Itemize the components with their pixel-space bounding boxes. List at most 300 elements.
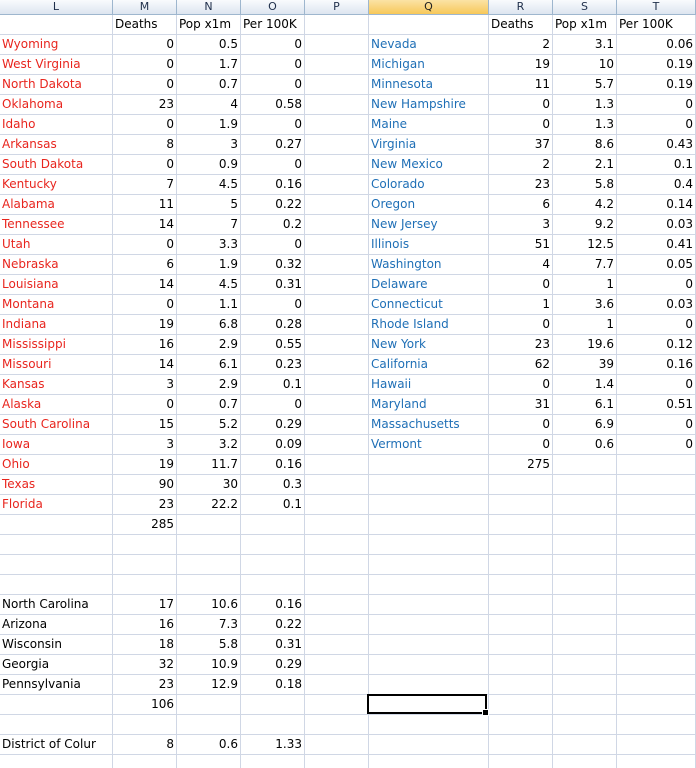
cell-value[interactable]: 0.1 [241, 375, 305, 395]
empty-cell[interactable] [305, 375, 369, 395]
cell-value[interactable]: 0 [489, 315, 553, 335]
empty-cell[interactable] [553, 515, 617, 535]
cell-value[interactable]: 14 [113, 215, 177, 235]
cell-value[interactable]: 9.2 [553, 215, 617, 235]
cell-value[interactable]: 3.3 [177, 235, 241, 255]
cell-value[interactable]: 0 [617, 275, 696, 295]
cell-value[interactable]: 11 [489, 75, 553, 95]
cell-value[interactable]: 4.2 [553, 195, 617, 215]
cell-value[interactable]: 16 [113, 335, 177, 355]
cell-value[interactable]: 23 [113, 95, 177, 115]
empty-cell[interactable] [241, 515, 305, 535]
empty-cell[interactable] [553, 635, 617, 655]
state-name[interactable]: Georgia [0, 655, 113, 675]
cell-value[interactable]: 0 [241, 295, 305, 315]
empty-cell[interactable] [177, 515, 241, 535]
cell-value[interactable]: 0 [113, 55, 177, 75]
state-name[interactable]: Idaho [0, 115, 113, 135]
empty-cell[interactable] [369, 555, 489, 575]
empty-cell[interactable] [553, 475, 617, 495]
cell-value[interactable]: 0.31 [241, 275, 305, 295]
empty-cell[interactable] [489, 475, 553, 495]
cell-value[interactable]: 0.1 [617, 155, 696, 175]
empty-cell[interactable] [305, 155, 369, 175]
cell-value[interactable]: 0.9 [177, 155, 241, 175]
empty-cell[interactable] [305, 75, 369, 95]
empty-cell[interactable] [617, 575, 696, 595]
empty-cell[interactable] [617, 615, 696, 635]
right-total[interactable]: 275 [489, 455, 553, 475]
cell-value[interactable]: 3.6 [553, 295, 617, 315]
cell-value[interactable]: 0.43 [617, 135, 696, 155]
cell-value[interactable]: 0.09 [241, 435, 305, 455]
cell-value[interactable]: 7.3 [177, 615, 241, 635]
empty-cell[interactable] [489, 535, 553, 555]
empty-cell[interactable] [489, 715, 553, 735]
cell-value[interactable]: 4 [177, 95, 241, 115]
empty-cell[interactable] [553, 695, 617, 715]
cell-value[interactable]: 0.03 [617, 295, 696, 315]
empty-cell[interactable] [0, 755, 113, 768]
cell-value[interactable]: 5.8 [553, 175, 617, 195]
state-name[interactable]: Kentucky [0, 175, 113, 195]
column-header-o[interactable]: O [241, 0, 305, 15]
cell-value[interactable]: 1.4 [553, 375, 617, 395]
cell-value[interactable]: 19.6 [553, 335, 617, 355]
cell-value[interactable]: Deaths [489, 15, 553, 35]
cell-value[interactable]: 0.18 [241, 675, 305, 695]
cell-value[interactable]: 0 [241, 55, 305, 75]
empty-cell[interactable] [305, 355, 369, 375]
cell-value[interactable]: 0.29 [241, 415, 305, 435]
empty-cell[interactable] [177, 695, 241, 715]
empty-cell[interactable] [305, 295, 369, 315]
state-name[interactable]: Massachusetts [369, 415, 489, 435]
cell-value[interactable]: 3 [177, 135, 241, 155]
cell-value[interactable]: 0 [241, 235, 305, 255]
state-name[interactable]: Wisconsin [0, 635, 113, 655]
cell-value[interactable]: 0.41 [617, 235, 696, 255]
empty-cell[interactable] [305, 95, 369, 115]
cell-value[interactable]: 0 [617, 315, 696, 335]
cell-value[interactable]: 0 [489, 375, 553, 395]
empty-cell[interactable] [369, 715, 489, 735]
empty-cell[interactable] [369, 455, 489, 475]
empty-cell[interactable] [489, 495, 553, 515]
cell-value[interactable]: 5.2 [177, 415, 241, 435]
cell-value[interactable]: 0.51 [617, 395, 696, 415]
empty-cell[interactable] [305, 115, 369, 135]
empty-cell[interactable] [305, 235, 369, 255]
cell-value[interactable]: 0.29 [241, 655, 305, 675]
cell-value[interactable]: 19 [489, 55, 553, 75]
column-header-r[interactable]: R [489, 0, 553, 15]
cell-value[interactable]: 5 [177, 195, 241, 215]
cell-value[interactable]: 1 [553, 315, 617, 335]
empty-cell[interactable] [553, 755, 617, 768]
cell-value[interactable]: 2.9 [177, 335, 241, 355]
cell-value[interactable]: Per 100K [241, 15, 305, 35]
empty-cell[interactable] [305, 595, 369, 615]
empty-cell[interactable] [617, 715, 696, 735]
empty-cell[interactable] [617, 675, 696, 695]
cell-value[interactable]: 19 [113, 455, 177, 475]
empty-cell[interactable] [553, 495, 617, 515]
empty-cell[interactable] [177, 535, 241, 555]
cell-value[interactable]: 1.7 [177, 55, 241, 75]
cell-value[interactable]: 2.9 [177, 375, 241, 395]
state-name[interactable]: Alaska [0, 395, 113, 415]
cell-value[interactable]: 0.31 [241, 635, 305, 655]
state-name[interactable]: California [369, 355, 489, 375]
state-name[interactable]: North Carolina [0, 595, 113, 615]
state-name[interactable]: Minnesota [369, 75, 489, 95]
empty-cell[interactable] [0, 15, 113, 35]
cell-value[interactable]: 0.7 [177, 395, 241, 415]
empty-cell[interactable] [305, 615, 369, 635]
empty-cell[interactable] [0, 715, 113, 735]
empty-cell[interactable] [113, 755, 177, 768]
state-name[interactable]: Michigan [369, 55, 489, 75]
empty-cell[interactable] [305, 175, 369, 195]
cell-value[interactable]: 0 [617, 115, 696, 135]
empty-cell[interactable] [305, 675, 369, 695]
empty-cell[interactable] [241, 695, 305, 715]
state-name[interactable]: Virginia [369, 135, 489, 155]
cell-value[interactable]: 62 [489, 355, 553, 375]
cell-value[interactable]: 14 [113, 355, 177, 375]
state-name[interactable]: Maine [369, 115, 489, 135]
empty-cell[interactable] [241, 535, 305, 555]
cell-value[interactable]: 7 [113, 175, 177, 195]
cell-value[interactable]: 1 [553, 275, 617, 295]
cell-value[interactable]: 0 [113, 295, 177, 315]
cell-value[interactable]: 0 [113, 35, 177, 55]
cell-value[interactable]: 2.1 [553, 155, 617, 175]
cell-value[interactable]: 0 [489, 415, 553, 435]
state-name[interactable]: Ohio [0, 455, 113, 475]
cell-value[interactable]: 39 [553, 355, 617, 375]
empty-cell[interactable] [617, 655, 696, 675]
cell-value[interactable]: 3.1 [553, 35, 617, 55]
cell-value[interactable]: 0 [617, 435, 696, 455]
cell-value[interactable]: 23 [113, 675, 177, 695]
cell-value[interactable]: 0 [241, 115, 305, 135]
column-header-s[interactable]: S [553, 0, 617, 15]
state-name[interactable]: Mississippi [0, 335, 113, 355]
empty-cell[interactable] [0, 515, 113, 535]
state-name[interactable]: Texas [0, 475, 113, 495]
cell-value[interactable]: 8 [113, 135, 177, 155]
empty-cell[interactable] [553, 715, 617, 735]
empty-cell[interactable] [305, 575, 369, 595]
cell-value[interactable]: 0.19 [617, 75, 696, 95]
empty-cell[interactable] [617, 535, 696, 555]
empty-cell[interactable] [617, 455, 696, 475]
state-name[interactable]: Illinois [369, 235, 489, 255]
cell-value[interactable]: 6.1 [553, 395, 617, 415]
cell-value[interactable]: Pop x1m [553, 15, 617, 35]
cell-value[interactable]: 6 [489, 195, 553, 215]
cell-value[interactable]: 17 [113, 595, 177, 615]
cell-value[interactable]: 0 [241, 395, 305, 415]
cell-value[interactable]: 0.2 [241, 215, 305, 235]
empty-cell[interactable] [617, 755, 696, 768]
state-name[interactable]: New Mexico [369, 155, 489, 175]
empty-cell[interactable] [369, 15, 489, 35]
empty-cell[interactable] [553, 595, 617, 615]
cell-value[interactable]: 1.33 [241, 735, 305, 755]
cell-value[interactable]: 51 [489, 235, 553, 255]
cell-value[interactable]: 0 [617, 415, 696, 435]
cell-value[interactable]: 10.9 [177, 655, 241, 675]
empty-cell[interactable] [0, 555, 113, 575]
empty-cell[interactable] [369, 615, 489, 635]
empty-cell[interactable] [553, 575, 617, 595]
cell-value[interactable]: 0 [113, 235, 177, 255]
cell-value[interactable]: 1.9 [177, 115, 241, 135]
cell-value[interactable]: 11 [113, 195, 177, 215]
column-header-p[interactable]: P [305, 0, 369, 15]
empty-cell[interactable] [305, 515, 369, 535]
cell-value[interactable]: 0 [617, 95, 696, 115]
empty-cell[interactable] [617, 635, 696, 655]
state-name[interactable]: New Hampshire [369, 95, 489, 115]
cell-value[interactable]: 0.16 [241, 175, 305, 195]
state-name[interactable]: Hawaii [369, 375, 489, 395]
state-name[interactable]: Washington [369, 255, 489, 275]
cell-value[interactable]: 0.58 [241, 95, 305, 115]
state-name[interactable]: District of Colur [0, 735, 113, 755]
cell-value[interactable]: 0.12 [617, 335, 696, 355]
empty-cell[interactable] [113, 555, 177, 575]
cell-value[interactable]: 8 [113, 735, 177, 755]
empty-cell[interactable] [617, 495, 696, 515]
state-name[interactable]: Oregon [369, 195, 489, 215]
empty-cell[interactable] [369, 575, 489, 595]
state-name[interactable]: Vermont [369, 435, 489, 455]
state-name[interactable]: Florida [0, 495, 113, 515]
cell-value[interactable]: 3 [113, 435, 177, 455]
cell-value[interactable]: 7.7 [553, 255, 617, 275]
cell-value[interactable]: 5.8 [177, 635, 241, 655]
empty-cell[interactable] [113, 715, 177, 735]
cell-value[interactable]: 6.9 [553, 415, 617, 435]
state-name[interactable]: New York [369, 335, 489, 355]
cell-value[interactable]: 0.28 [241, 315, 305, 335]
cell-value[interactable]: 23 [489, 175, 553, 195]
empty-cell[interactable] [553, 655, 617, 675]
empty-cell[interactable] [305, 255, 369, 275]
state-name[interactable]: Arkansas [0, 135, 113, 155]
cell-value[interactable]: 2 [489, 155, 553, 175]
state-name[interactable]: Montana [0, 295, 113, 315]
empty-cell[interactable] [369, 495, 489, 515]
cell-value[interactable]: 0.23 [241, 355, 305, 375]
empty-cell[interactable] [489, 675, 553, 695]
state-name[interactable]: West Virginia [0, 55, 113, 75]
empty-cell[interactable] [305, 455, 369, 475]
empty-cell[interactable] [553, 555, 617, 575]
empty-cell[interactable] [369, 755, 489, 768]
cell-value[interactable]: 5.7 [553, 75, 617, 95]
empty-cell[interactable] [305, 555, 369, 575]
cell-value[interactable]: 22.2 [177, 495, 241, 515]
empty-cell[interactable] [177, 575, 241, 595]
cell-value[interactable]: 1.3 [553, 115, 617, 135]
cell-value[interactable]: 1 [489, 295, 553, 315]
cell-value[interactable]: 0.27 [241, 135, 305, 155]
empty-cell[interactable] [305, 735, 369, 755]
empty-cell[interactable] [489, 555, 553, 575]
cell-value[interactable]: 0.14 [617, 195, 696, 215]
empty-cell[interactable] [177, 755, 241, 768]
empty-cell[interactable] [305, 495, 369, 515]
cell-value[interactable]: 6 [113, 255, 177, 275]
empty-cell[interactable] [305, 715, 369, 735]
cell-value[interactable]: 0 [489, 95, 553, 115]
empty-cell[interactable] [489, 655, 553, 675]
empty-cell[interactable] [305, 315, 369, 335]
cell-value[interactable]: 0 [241, 75, 305, 95]
empty-cell[interactable] [489, 575, 553, 595]
cell-value[interactable]: 0 [489, 435, 553, 455]
state-name[interactable]: Wyoming [0, 35, 113, 55]
empty-cell[interactable] [489, 735, 553, 755]
empty-cell[interactable] [369, 535, 489, 555]
cell-value[interactable]: 6.8 [177, 315, 241, 335]
state-name[interactable]: Alabama [0, 195, 113, 215]
empty-cell[interactable] [305, 755, 369, 768]
column-header-n[interactable]: N [177, 0, 241, 15]
cell-value[interactable]: 4.5 [177, 175, 241, 195]
cell-value[interactable]: 0.05 [617, 255, 696, 275]
empty-cell[interactable] [177, 715, 241, 735]
empty-cell[interactable] [177, 555, 241, 575]
state-name[interactable]: Delaware [369, 275, 489, 295]
empty-cell[interactable] [305, 215, 369, 235]
cell-value[interactable]: 10 [553, 55, 617, 75]
cell-value[interactable]: 0.55 [241, 335, 305, 355]
cell-value[interactable]: 0.06 [617, 35, 696, 55]
empty-cell[interactable] [305, 35, 369, 55]
cell-value[interactable]: 0.22 [241, 195, 305, 215]
state-name[interactable]: Maryland [369, 395, 489, 415]
cell-value[interactable]: 32 [113, 655, 177, 675]
cell-value[interactable]: 0.16 [241, 595, 305, 615]
cell-value[interactable]: 0 [113, 155, 177, 175]
state-name[interactable]: Oklahoma [0, 95, 113, 115]
empty-cell[interactable] [241, 575, 305, 595]
empty-cell[interactable] [0, 535, 113, 555]
cell-value[interactable]: 0.3 [241, 475, 305, 495]
state-name[interactable]: Rhode Island [369, 315, 489, 335]
state-name[interactable]: South Carolina [0, 415, 113, 435]
cell-value[interactable]: 0.03 [617, 215, 696, 235]
cell-value[interactable]: 0 [489, 275, 553, 295]
empty-cell[interactable] [553, 535, 617, 555]
cell-value[interactable]: 12.9 [177, 675, 241, 695]
empty-cell[interactable] [369, 635, 489, 655]
cell-value[interactable]: 0.19 [617, 55, 696, 75]
cell-grid[interactable] [0, 15, 696, 768]
column-header-q[interactable]: Q [369, 0, 489, 15]
cell-value[interactable]: 3 [489, 215, 553, 235]
cell-value[interactable]: 4.5 [177, 275, 241, 295]
empty-cell[interactable] [553, 675, 617, 695]
cell-value[interactable]: 90 [113, 475, 177, 495]
cell-value[interactable]: 37 [489, 135, 553, 155]
empty-cell[interactable] [369, 735, 489, 755]
cell-value[interactable]: 0 [113, 115, 177, 135]
empty-cell[interactable] [617, 735, 696, 755]
cell-value[interactable]: 0.4 [617, 175, 696, 195]
empty-cell[interactable] [305, 695, 369, 715]
state-name[interactable]: Utah [0, 235, 113, 255]
state-name[interactable]: Arizona [0, 615, 113, 635]
empty-cell[interactable] [369, 655, 489, 675]
swing-total[interactable]: 106 [113, 695, 177, 715]
empty-cell[interactable] [113, 575, 177, 595]
cell-value[interactable]: 0 [113, 75, 177, 95]
empty-cell[interactable] [305, 55, 369, 75]
cell-value[interactable]: 0.32 [241, 255, 305, 275]
empty-cell[interactable] [305, 275, 369, 295]
cell-value[interactable]: 0.5 [177, 35, 241, 55]
cell-value[interactable]: 0 [489, 115, 553, 135]
cell-value[interactable]: 16 [113, 615, 177, 635]
state-name[interactable]: New Jersey [369, 215, 489, 235]
empty-cell[interactable] [617, 515, 696, 535]
empty-cell[interactable] [489, 515, 553, 535]
empty-cell[interactable] [305, 195, 369, 215]
empty-cell[interactable] [113, 535, 177, 555]
empty-cell[interactable] [369, 515, 489, 535]
cell-value[interactable]: 30 [177, 475, 241, 495]
cell-value[interactable]: 12.5 [553, 235, 617, 255]
empty-cell[interactable] [0, 575, 113, 595]
state-name[interactable]: North Dakota [0, 75, 113, 95]
empty-cell[interactable] [617, 475, 696, 495]
cell-value[interactable]: 14 [113, 275, 177, 295]
column-header-t[interactable]: T [617, 0, 696, 15]
state-name[interactable]: Missouri [0, 355, 113, 375]
empty-cell[interactable] [241, 755, 305, 768]
state-name[interactable]: Connecticut [369, 295, 489, 315]
empty-cell[interactable] [489, 615, 553, 635]
empty-cell[interactable] [305, 135, 369, 155]
empty-cell[interactable] [369, 675, 489, 695]
state-name[interactable]: Nevada [369, 35, 489, 55]
empty-cell[interactable] [305, 655, 369, 675]
cell-value[interactable]: 0.16 [241, 455, 305, 475]
column-header-l[interactable]: L [0, 0, 113, 15]
empty-cell[interactable] [553, 455, 617, 475]
empty-cell[interactable] [305, 535, 369, 555]
empty-cell[interactable] [305, 435, 369, 455]
state-name[interactable]: South Dakota [0, 155, 113, 175]
empty-cell[interactable] [489, 595, 553, 615]
empty-cell[interactable] [553, 735, 617, 755]
cell-value[interactable]: 0 [617, 375, 696, 395]
empty-cell[interactable] [0, 695, 113, 715]
empty-cell[interactable] [369, 695, 489, 715]
empty-cell[interactable] [241, 715, 305, 735]
cell-value[interactable]: 23 [113, 495, 177, 515]
cell-value[interactable]: 0 [241, 35, 305, 55]
cell-value[interactable]: 6.1 [177, 355, 241, 375]
state-name[interactable]: Tennessee [0, 215, 113, 235]
